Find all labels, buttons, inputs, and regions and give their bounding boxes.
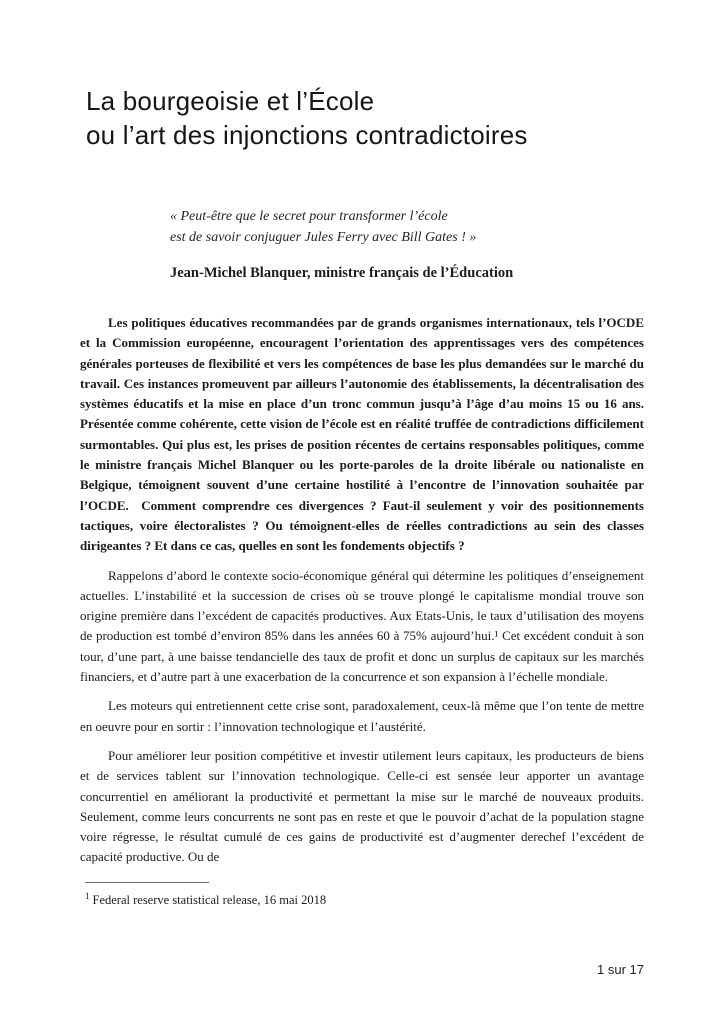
article-body [80, 313, 644, 868]
footnote-marker: 1 [85, 890, 90, 901]
epigraph-line-2: est de savoir conjuguer Jules Ferry avec Bill Gates ! » [170, 230, 477, 245]
paragraph-context: Rappelons d’abord le contexte socio-économique général qui détermine les politiques d’enseignement actuelles. L’instabilité et la succession de crises où se trouve plongé le capitalisme mondial trouve son origine première dans l’excédent de capacités productives. Aux Etats-Unis, le taux d’utilisation des moyens de production est tombé d’environ 85% dans les années 60 à 75% aujourd’hui.¹ Cet excédent conduit à son tour, d’une part, à une baisse tendancielle des taux de profit et donc un surplus de capitaux sur les marchés financiers, et d’autre part à une exacerbation de la concurrence et son expansion à l’échelle mondiale. [80, 567, 644, 685]
paragraph-innovation: Pour améliorer leur position compétitive et investir utilement leurs capitaux, les producteurs de biens et de services tablent sur l’innovation technologique. Celle-ci est sensée leur apporter un avantage concurrentiel en améliorant la productivité et permettant la mise sur le marché de nouveaux produits. Seulement, comme leurs concurrents ne sont pas en reste et que le pouvoir d’achat de la population stagne voire régresse, le résultat cumulé de ces gains de productivité est d’augmenter derechef l’excédent de capacité productive. Ou de [80, 747, 644, 865]
title-line-2: ou l’art des injonctions contradictoires [86, 120, 528, 150]
footnote-1 [85, 892, 644, 908]
page-number-indicator: 1 sur 17 [597, 962, 644, 977]
footnote-separator-rule [85, 882, 209, 883]
epigraph-quote [170, 206, 644, 248]
paragraph-moteurs: Les moteurs qui entretiennent cette crise sont, paradoxalement, ceux-là même que l’on tente de mettre en oeuvre pour en sortir : l’innovation technologique et l’austérité. [80, 698, 644, 734]
footnote-area [85, 882, 644, 908]
title-line-1: La bourgeoisie et l’École [86, 86, 375, 116]
paragraph-introduction: Les politiques éducatives recommandées par de grands organismes internationaux, tels l’OCDE et la Commission européenne, encouragent l’orientation des apprentissages vers des compétences générales porteuses de flexibilité et vers les compétences de base les plus demandées sur le marché du travail. Ces instances promeuvent par ailleurs l’autonomie des établissements, la décentralisation des systèmes éducatifs et la mise en place d’un tronc commun jusqu’à l’âge d’au moins 15 ou 16 ans. Présentée comme cohérente, cette vision de l’école est en réalité truffée de contradictions difficilement surmontables. Qui plus est, les prises de position récentes de certains responsables politiques, comme le ministre français Michel Blanquer ou les porte-paroles de la droite libérale ou nationaliste en Belgique, témoignent souvent d’une certaine hostilité à l’encontre de l’innovation souhaitée par l’OCDE. Comment comprendre ces divergences ? Faut-il seulement y voir des positionnements tactiques, voire électoralistes ? Ou témoignent-elles de réelles contradictions au sein des classes dirigeantes ? Et dans ce cas, quelles en sont les fondements objectifs ? [80, 315, 644, 554]
epigraph-line-1: « Peut-être que le secret pour transformer l’école [170, 209, 448, 224]
footnote-text: Federal reserve statistical release, 16 mai 2018 [92, 892, 327, 907]
page-title [86, 84, 644, 152]
epigraph-attribution: Jean-Michel Blanquer, ministre français de l’Éducation [170, 265, 514, 281]
